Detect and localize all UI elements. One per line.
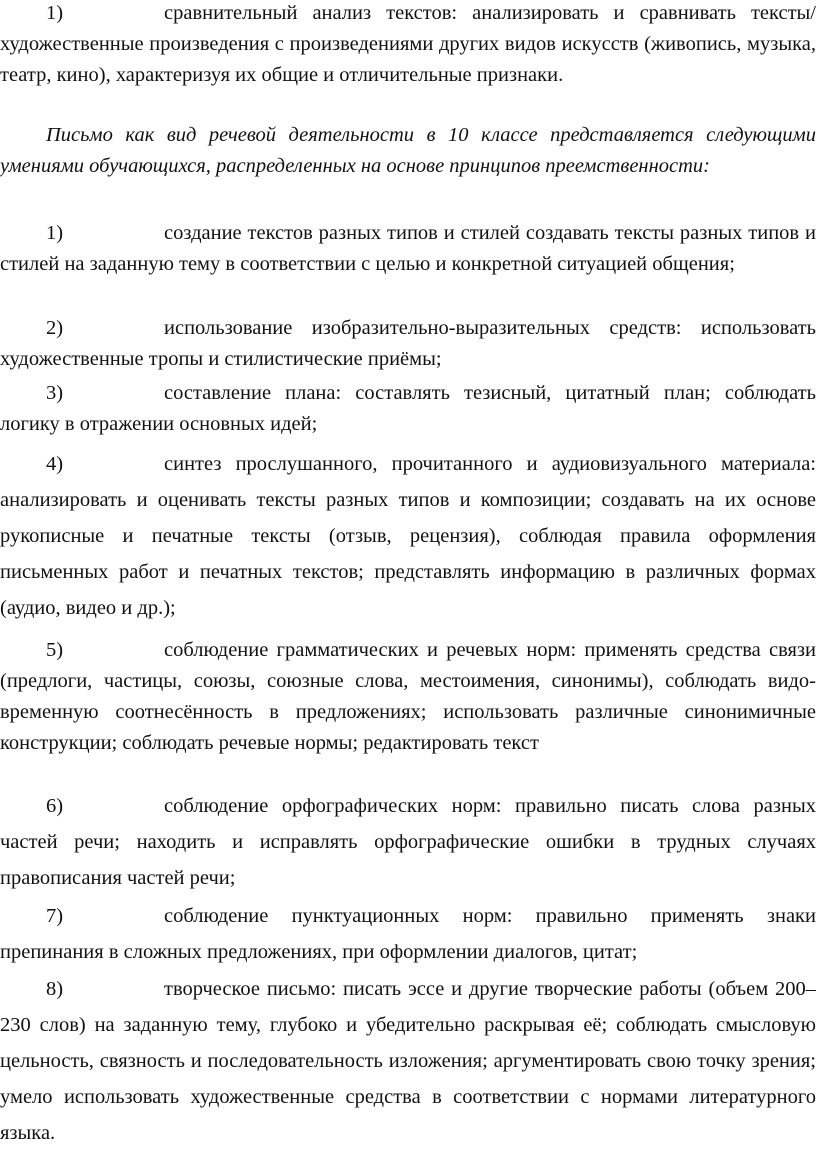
list-item-number: 1) — [46, 222, 64, 244]
list-item-text: составление плана: составлять тезисный, цитатный план; соблюдать логику в отражении основных идей; — [0, 382, 816, 435]
list-item-number: 5) — [46, 639, 64, 661]
list-item — [0, 218, 816, 280]
intro-paragraph — [0, 120, 816, 182]
list-item-number: 4) — [46, 453, 64, 475]
list-item-number: 8) — [46, 978, 64, 1000]
list-item — [0, 971, 816, 1151]
list-item — [0, 635, 816, 759]
list-item-number: 2) — [46, 317, 64, 339]
list-item-number: 6) — [46, 795, 64, 817]
list-item-text: соблюдение пунктуационных норм: правильно применять знаки препинания в сложных предложениях, при оформлении диалогов, цитат; — [0, 905, 816, 963]
list-item-number: 3) — [46, 382, 64, 404]
list-item — [0, 788, 816, 896]
list-item — [0, 378, 816, 440]
list-item-number: 7) — [46, 905, 64, 927]
list-item-text: синтез прослушанного, прочитанного и аудиовизуального материала: анализировать и оценивать тексты разных типов и композиции; создавать на их основе рукописные и печатные тексты (отзыв, рецензия), соблюдая правила оформления письменных работ и печатных текстов; представлять информацию в различных формах (аудио, видео и др.); — [0, 453, 816, 619]
list-item-text: использование изобразительно-выразительных средств: использовать художественные тропы и стилистические приёмы; — [0, 317, 816, 370]
list-item-text: соблюдение орфографических норм: правильно писать слова разных частей речи; находить и исправлять орфографические ошибки в трудных случаях правописания частей речи; — [0, 795, 816, 889]
list-item — [0, 446, 816, 626]
list-item — [0, 313, 816, 375]
list-item — [0, 898, 816, 970]
list-item-text: соблюдение грамматических и речевых норм: применять средства связи (предлоги, частицы, союзы, союзные слова, местоимения, синонимы), соблюдать видо-временную соотнесённость в предложениях; использовать различные синонимичные конструкции; соблюдать речевые нормы; редактировать текст — [0, 639, 816, 754]
intro-paragraph-text: Письмо как вид речевой деятельности в 10 классе представляется следующими умениями обучающихся, распределенных на основе принципов преемственности: — [0, 124, 816, 177]
list-item-text: творческое письмо: писать эссе и другие творческие работы (объем 200– 230 слов) на заданную тему, глубоко и убедительно раскрывая её; соблюдать смысловую цельность, связность и последовательность изложения; аргументировать свою точку зрения; умело использовать художественные средства в соответствии с нормами литературного языка. — [0, 978, 816, 1144]
list-item-number: 1) — [46, 2, 64, 24]
list-item-text: сравнительный анализ текстов: анализировать и сравнивать тексты/художественные произведения с произведениями других видов искусств (живопись, музыка, театр, кино), характеризуя их общие и отличительные признаки. — [0, 2, 816, 86]
list-item-text: создание текстов разных типов и стилей создавать тексты разных типов и стилей на заданную тему в соответствии с целью и конкретной ситуацией общения; — [0, 222, 816, 275]
list-item — [0, 0, 816, 91]
